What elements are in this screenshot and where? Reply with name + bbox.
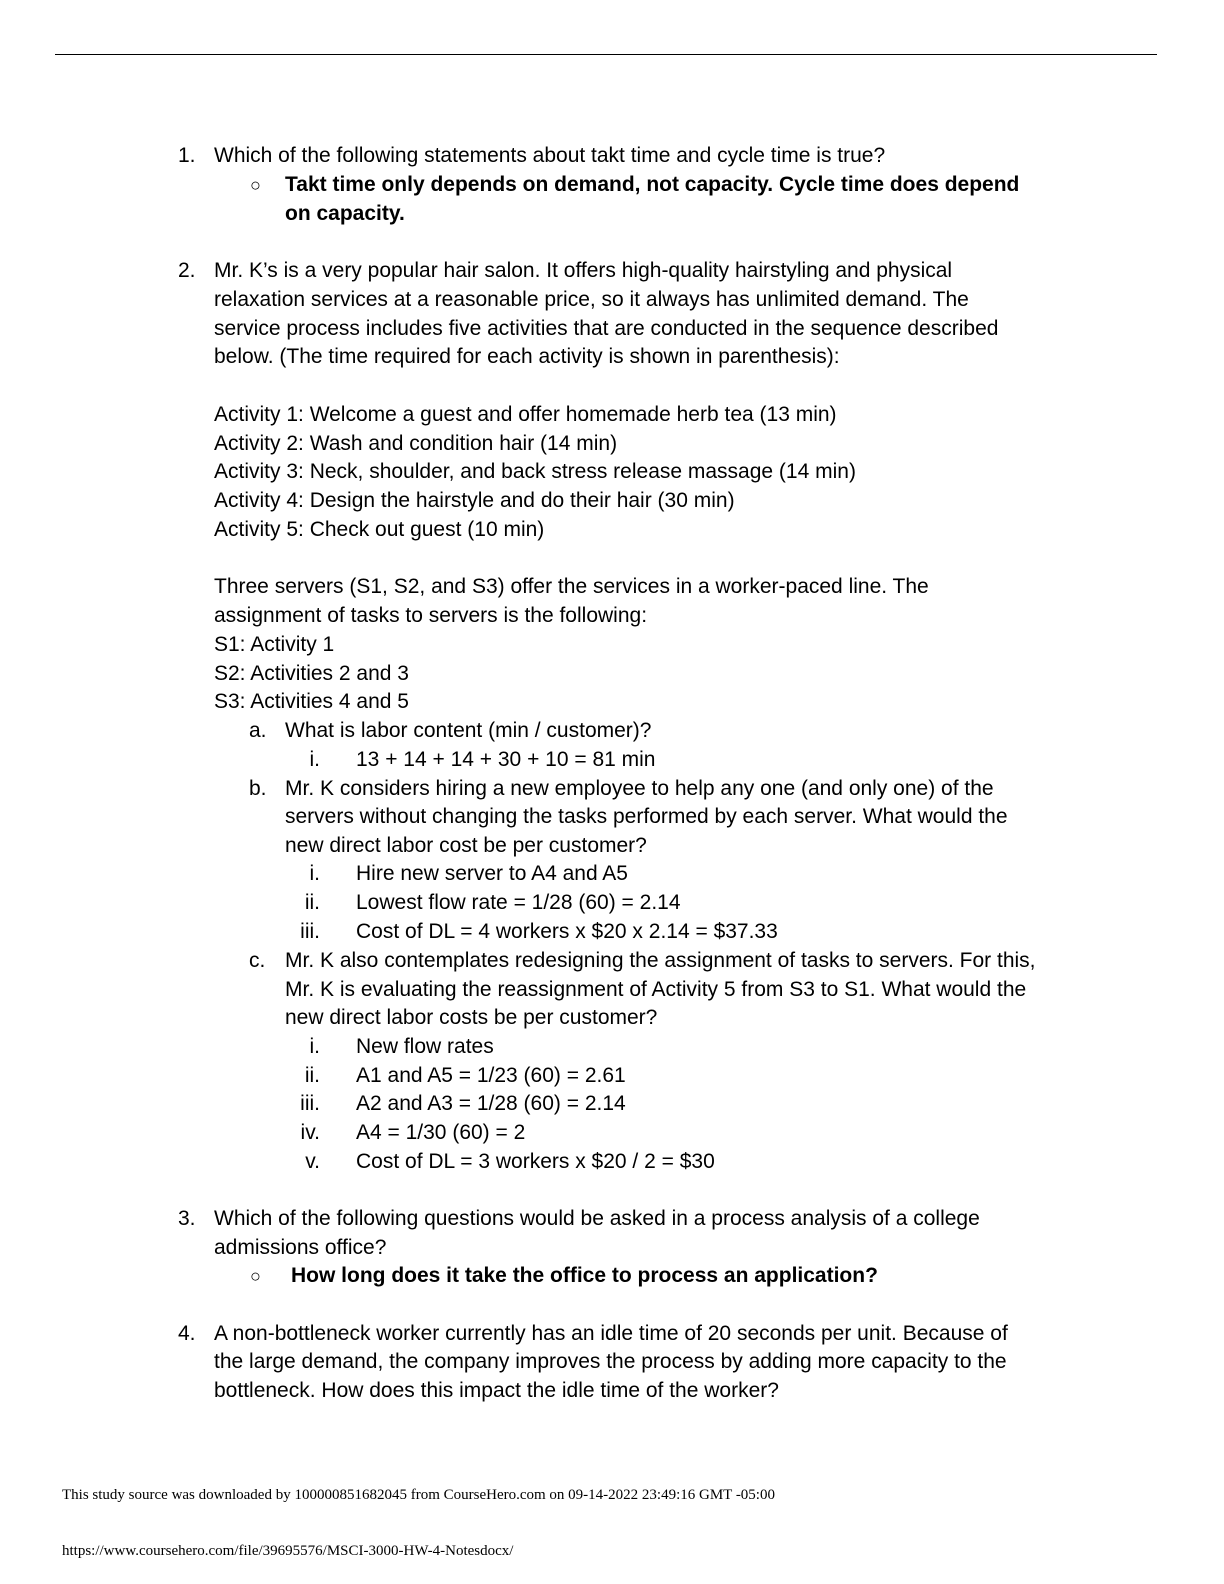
header-rule [55,54,1157,55]
activity-line: Activity 2: Wash and condition hair (14 min) [214,432,618,455]
servers-line: Three servers (S1, S2, and S3) offer the services in a worker-paced line. The [214,575,929,598]
q2a-item-text: 13 + 14 + 14 + 30 + 10 = 81 min [356,748,656,771]
q2c-line: new direct labor costs be per customer? [285,1006,658,1029]
q2c-item-text: New flow rates [356,1035,494,1058]
servers-line: assignment of tasks to servers is the following: [214,604,648,627]
q3-answer: How long does it take the office to process an application? [291,1264,878,1287]
q2a-item-number: i. [309,748,320,771]
q2c-item-text: A1 and A5 = 1/23 (60) = 2.61 [356,1064,626,1087]
q3-answer-bullet-icon: ○ [250,1266,261,1286]
q2-paragraph-line: Mr. K’s is a very popular hair salon. It offers high-quality hairstyling and physical [214,259,953,282]
q2b-label: b. [249,777,267,800]
q3-line: Which of the following questions would be asked in a process analysis of a college [214,1207,980,1230]
q2c-item-text: A4 = 1/30 (60) = 2 [356,1121,526,1144]
footer-source-notice: This study source was downloaded by 100000851682045 from CourseHero.com on 09-14-2022 23:49:16 GMT -05:00 [62,1487,775,1503]
servers-line: S1: Activity 1 [214,633,335,656]
q1-number: 1. [178,144,196,167]
q3-line: admissions office? [214,1236,387,1259]
q2-number: 2. [178,259,196,282]
q2b-item-text: Cost of DL = 4 workers x $20 x 2.14 = $37.33 [356,920,778,943]
q2c-label: c. [249,949,266,972]
q4-number: 4. [178,1322,196,1345]
q2b-item-text: Lowest flow rate = 1/28 (60) = 2.14 [356,891,681,914]
q2c-line: Mr. K also contemplates redesigning the assignment of tasks to servers. For this, [285,949,1036,972]
q1-text: Which of the following statements about takt time and cycle time is true? [214,144,886,167]
q2b-item-number: i. [309,862,320,885]
q2c-item-number: i. [309,1035,320,1058]
q2-paragraph-line: below. (The time required for each activity is shown in parenthesis): [214,345,840,368]
q2c-item-number: iii. [300,1092,320,1115]
q2a-label: a. [249,719,267,742]
q2c-item-text: A2 and A3 = 1/28 (60) = 2.14 [356,1092,626,1115]
q2b-line: servers without changing the tasks performed by each server. What would the [285,805,1008,828]
activity-line: Activity 4: Design the hairstyle and do their hair (30 min) [214,489,735,512]
q2b-item-number: ii. [304,891,320,914]
q2c-item-number: iv. [300,1121,320,1144]
q1-answer-bullet-icon: ○ [250,175,261,195]
q1-answer-line1: Takt time only depends on demand, not capacity. Cycle time does depend [285,173,1020,196]
q2b-item-text: Hire new server to A4 and A5 [356,862,628,885]
q4-line: the large demand, the company improves the process by adding more capacity to the [214,1350,1007,1373]
activity-line: Activity 1: Welcome a guest and offer homemade herb tea (13 min) [214,403,837,426]
q2b-item-number: iii. [300,920,320,943]
q2-paragraph-line: service process includes five activities that are conducted in the sequence described [214,317,999,340]
q2a-text: What is labor content (min / customer)? [285,719,652,742]
q4-line: A non-bottleneck worker currently has an idle time of 20 seconds per unit. Because of [214,1322,1008,1345]
q1-answer-line2: on capacity. [285,202,405,225]
footer-url-link[interactable]: https://www.coursehero.com/file/39695576/MSCI-3000-HW-4-Notesdocx/ [62,1543,514,1559]
servers-line: S3: Activities 4 and 5 [214,690,409,713]
q2b-line: new direct labor cost be per customer? [285,834,647,857]
activity-line: Activity 5: Check out guest (10 min) [214,518,545,541]
q2c-item-number: v. [305,1150,320,1173]
q2c-item-text: Cost of DL = 3 workers x $20 / 2 = $30 [356,1150,715,1173]
q2c-item-number: ii. [304,1064,320,1087]
servers-line: S2: Activities 2 and 3 [214,662,409,685]
q2b-line: Mr. K considers hiring a new employee to help any one (and only one) of the [285,777,994,800]
q2c-line: Mr. K is evaluating the reassignment of Activity 5 from S3 to S1. What would the [285,978,1027,1001]
q3-number: 3. [178,1207,196,1230]
activity-line: Activity 3: Neck, shoulder, and back stress release massage (14 min) [214,460,856,483]
q2-paragraph-line: relaxation services at a reasonable price, so it always has unlimited demand. The [214,288,969,311]
q4-line: bottleneck. How does this impact the idle time of the worker? [214,1379,779,1402]
